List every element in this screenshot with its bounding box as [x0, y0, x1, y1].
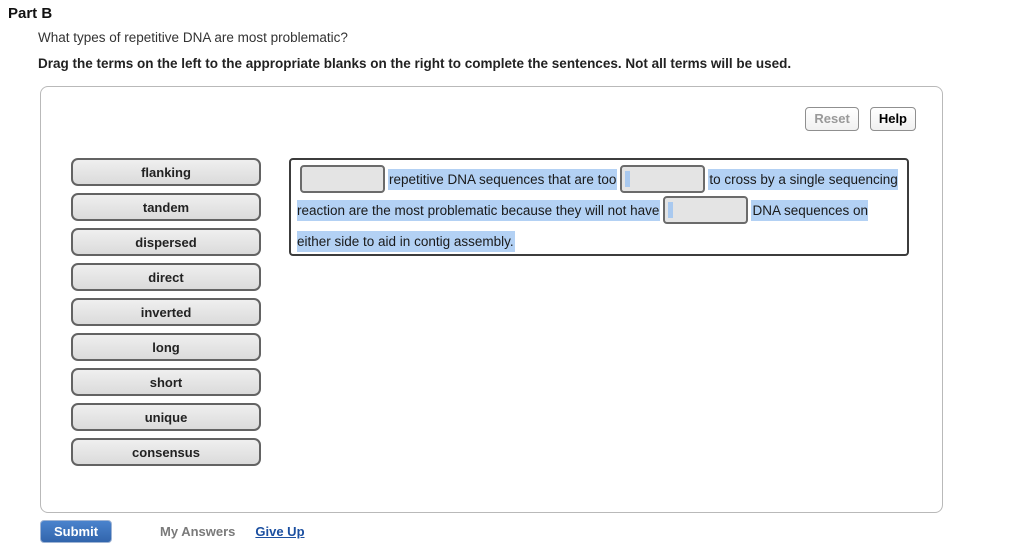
term-long[interactable]: long: [71, 333, 261, 361]
activity-panel: [40, 86, 943, 513]
blank-drop-target-1[interactable]: [300, 165, 385, 193]
term-flanking[interactable]: flanking: [71, 158, 261, 186]
help-button[interactable]: Help: [870, 107, 916, 131]
sentence-area: [289, 158, 909, 256]
answer-footer: [40, 520, 305, 543]
term-inverted[interactable]: inverted: [71, 298, 261, 326]
sentence-segment-2: to cross by a single sequencing reaction are the most problematic because they will not have: [297, 169, 898, 221]
term-direct[interactable]: direct: [71, 263, 261, 291]
term-bank: [71, 158, 261, 466]
blank-drop-target-2[interactable]: [620, 165, 705, 193]
my-answers-label: My Answers: [160, 524, 236, 539]
question-text: What types of repetitive DNA are most problematic?: [38, 30, 348, 45]
sentence-segment-1: repetitive DNA sequences that are too: [388, 169, 617, 190]
give-up-link[interactable]: Give Up: [255, 524, 305, 539]
term-consensus[interactable]: consensus: [71, 438, 261, 466]
drop-caret-icon: [625, 171, 630, 187]
term-short[interactable]: short: [71, 368, 261, 396]
blank-drop-target-3[interactable]: [663, 196, 748, 224]
drop-caret-icon: [668, 202, 673, 218]
instruction-text: Drag the terms on the left to the appropriate blanks on the right to complete the sentences. Not all terms will be used.: [38, 56, 792, 71]
reset-button[interactable]: Reset: [805, 107, 858, 131]
sentence-segment-3: DNA sequences on either side to aid in contig assembly.: [297, 200, 868, 252]
term-tandem[interactable]: tandem: [71, 193, 261, 221]
submit-button[interactable]: Submit: [40, 520, 112, 543]
term-unique[interactable]: unique: [71, 403, 261, 431]
activity-toolbar: [805, 107, 916, 131]
term-dispersed[interactable]: dispersed: [71, 228, 261, 256]
part-title: Part B: [8, 5, 53, 22]
